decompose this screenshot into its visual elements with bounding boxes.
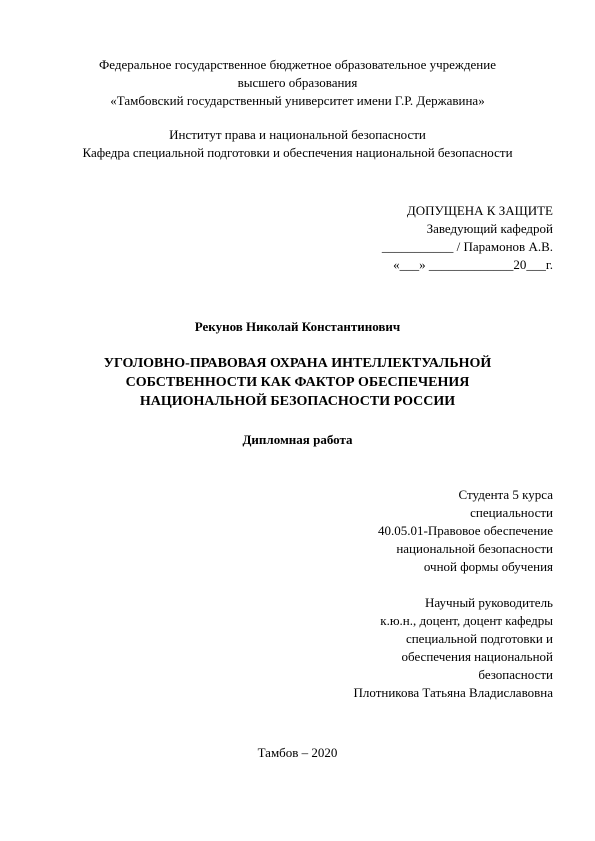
student-info-line-5: очной формы обучения — [423, 559, 553, 574]
approval-role: Заведующий кафедрой — [426, 221, 553, 236]
student-info-line-4: национальной безопасности — [396, 541, 553, 556]
approval-signature-line: ___________ / Парамонов А.В. — [381, 239, 553, 254]
city-year: Тамбов – 2020 — [257, 745, 338, 760]
supervisor-line-1: Научный руководитель — [424, 595, 553, 610]
work-type: Дипломная работа — [242, 432, 353, 447]
supervisor-line-5: безопасности — [478, 667, 553, 682]
work-title-line-1: УГОЛОВНО-ПРАВОВАЯ ОХРАНА ИНТЕЛЛЕКТУАЛЬНОЙ — [103, 356, 492, 371]
supervisor-line-2: к.ю.н., доцент, доцент кафедры — [380, 613, 553, 628]
institute-name: Институт права и национальной безопасности — [169, 127, 426, 142]
org-line-3: «Тамбовский государственный университет имени Г.Р. Державина» — [110, 93, 485, 108]
student-info-line-1: Студента 5 курса — [458, 487, 553, 502]
work-title-line-3: НАЦИОНАЛЬНОЙ БЕЗОПАСНОСТИ РОССИИ — [139, 394, 456, 409]
approval-date-line: «___» _____________20___г. — [393, 257, 553, 272]
supervisor-name: Плотникова Татьяна Владиславовна — [353, 685, 553, 700]
supervisor-line-4: обеспечения национальной — [401, 649, 553, 664]
org-line-1: Федеральное государственное бюджетное образовательное учреждение — [99, 57, 496, 72]
student-info-line-2: специальности — [470, 505, 553, 520]
supervisor-line-3: специальной подготовки и — [405, 631, 553, 646]
work-title-line-2: СОБСТВЕННОСТИ КАК ФАКТОР ОБЕСПЕЧЕНИЯ — [125, 375, 470, 390]
student-info-line-3: 40.05.01-Правовое обеспечение — [378, 523, 553, 538]
department-name: Кафедра специальной подготовки и обеспечения национальной безопасности — [82, 145, 513, 160]
author-name: Рекунов Николай Константинович — [194, 319, 401, 334]
approval-title: ДОПУЩЕНА К ЗАЩИТЕ — [406, 203, 553, 218]
org-line-2: высшего образования — [237, 75, 358, 90]
